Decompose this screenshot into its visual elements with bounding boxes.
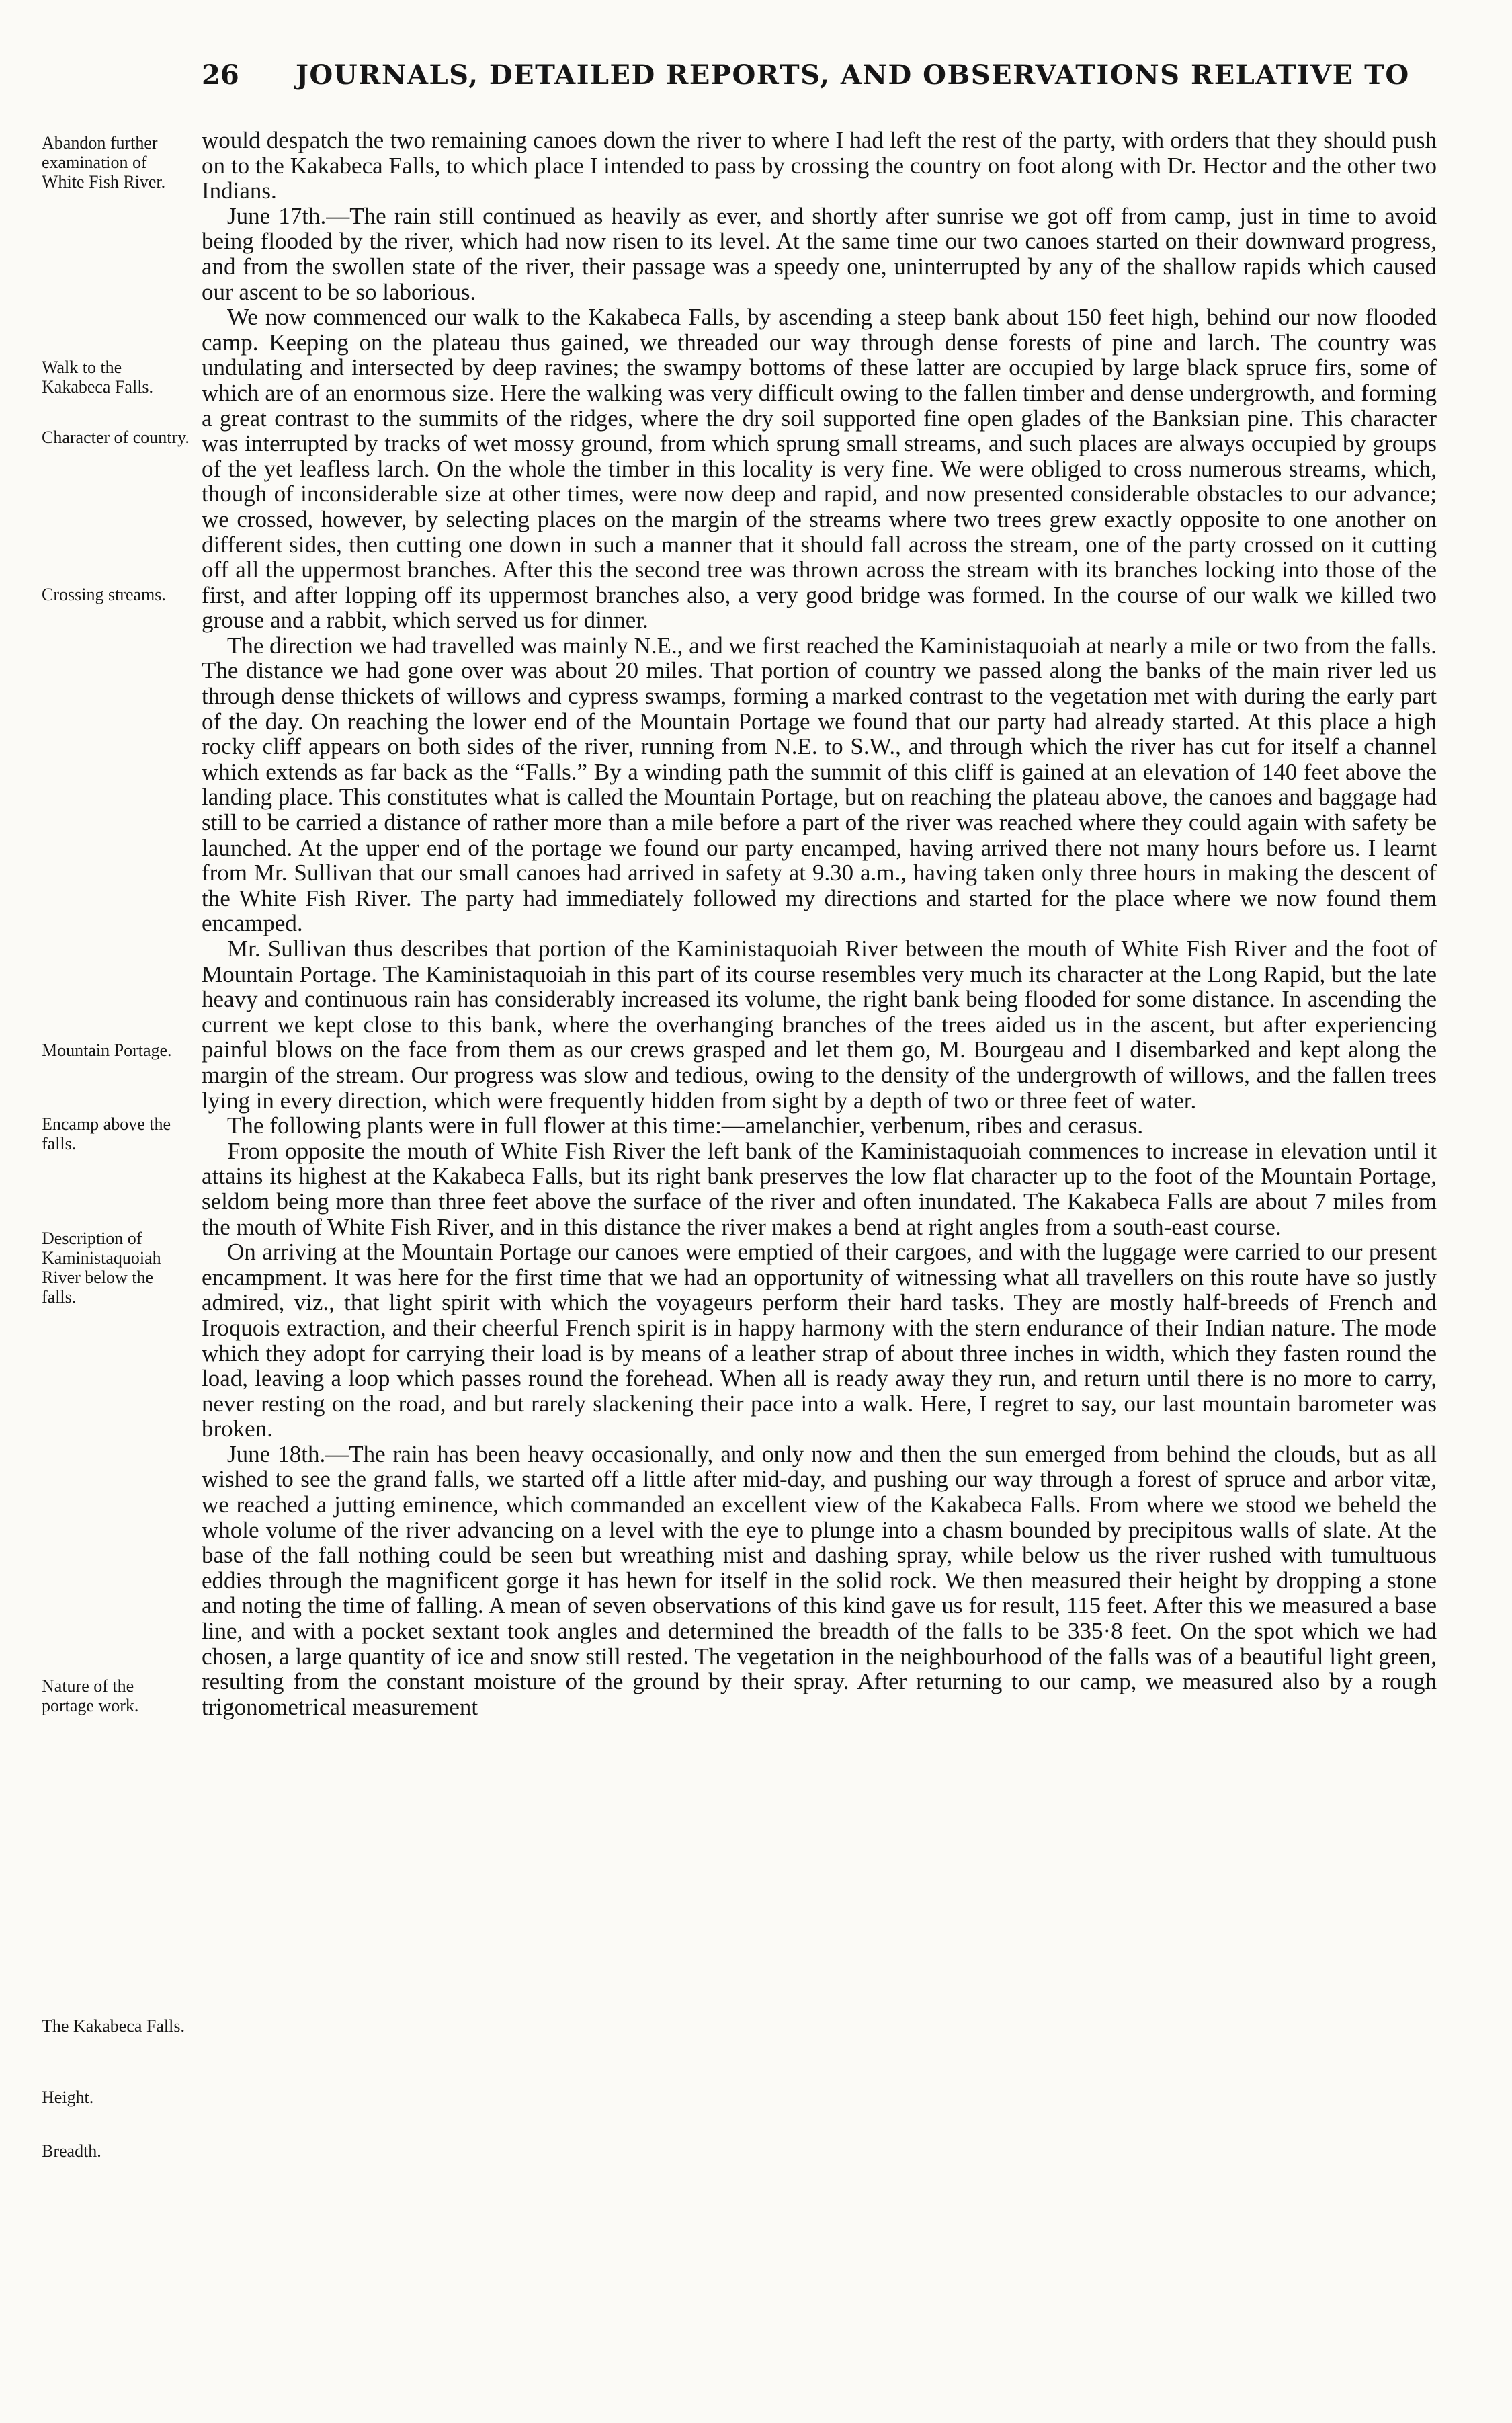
page-header (0, 59, 1512, 106)
margin-note-height: Height. (42, 2088, 94, 2107)
margin-notes (0, 0, 195, 2423)
margin-note-crossing: Crossing streams. (42, 585, 166, 604)
margin-note-character: Character of country. (42, 427, 190, 447)
running-title: JOURNALS, DETAILED REPORTS, AND OBSERVATIONS RELATIVE TO (296, 59, 1410, 91)
paragraph: June 18th.—The rain has been heavy occasionally, and only now and then the sun emerged from behind the clouds, but as all wished to see the grand falls, we started off a little after mid-day, and pushing our way through a forest of spruce and arbor vitæ, we reached a jutting eminence, which commanded an excellent view of the Kakabeca Falls. From where we stood we beheld the whole volume of the river advancing on a level with the eye to plunge into a chasm bounded by precipitous walls of slate. At the base of the fall nothing could be seen but wreathing mist and dashing spray, while below us the river rushed with tumultuous eddies through the magnificent gorge it has hewn for itself in the solid rock. We then measured their height by dropping a stone and noting the time of falling. A mean of seven observations of this kind gave us for result, 115 feet. After this we measured a base line, and with a pocket sextant took angles and determined the breadth of the falls to be 335·8 feet. On the spot which we had chosen, a large quantity of ice and snow still rested. The vegetation in the neighbourhood of the falls was of a beautiful light green, resulting from the constant moisture of the ground by their spray. After returning to our camp, we measured also by a rough trigonometrical measurement (202, 1440, 1437, 1720)
margin-note-breadth: Breadth. (42, 2141, 101, 2161)
paragraph: From opposite the mouth of White Fish River the left bank of the Kaministaquoiah commences to increase in elevation until it attains its highest at the Kakabeca Falls, but its right bank preserves the low flat character up to the foot of the Mountain Portage, seldom being more than three feet above the surface of the river and often inundated. The Kakabeca Falls are about 7 miles from the mouth of White Fish River, and in this distance the river makes a bend at right angles from a south-east course. (202, 1137, 1437, 1240)
paragraph: The direction we had travelled was mainly N.E., and we first reached the Kaministaquoiah at nearly a mile or two from the falls. The distance we had gone over was about 20 miles. That portion of country we passed along the banks of the main river led us through dense thickets of willows and cypress swamps, forming a marked contrast to the vegetation met with during the early part of the day. On reaching the lower end of the Mountain Portage we found that our party had already started. At this place a high rocky cliff appears on both sides of the river, running from N.E. to S.W., and through which the river has cut for itself a channel which extends as far back as the “Falls.” By a winding path the summit of this cliff is gained at an elevation of 140 feet above the landing place. This constitutes what is called the Mountain Portage, but on reaching the plateau above, the canoes and baggage had still to be carried a distance of rather more than a mile before a part of the river was reached where they could again with safety be launched. At the upper end of the portage we found our party encamped, having arrived there not many hours before us. I learnt from Mr. Sullivan that our small canoes had arrived in safety at 9.30 a.m., having taken only three hours in making the descent of the White Fish River. The party had immediately followed my directions and started for the place where we now found them encamped. (202, 632, 1437, 937)
paragraph: We now commenced our walk to the Kakabeca Falls, by ascending a steep bank about 150 feet high, behind our now flooded camp. Keeping on the plateau thus gained, we threaded our way through dense forests of pine and larch. The country was undulating and intersected by deep ravines; the swampy bottoms of these latter are occupied by large black spruce firs, some of which are of an enormous size. Here the walking was very difficult owing to the fallen timber and dense undergrowth, and forming a great contrast to the summits of the ridges, where the dry soil supported fine open glades of the Banksian pine. This character was interrupted by tracks of wet mossy ground, from which sprung small streams, and such places are always occupied by groups of the yet leafless larch. On the whole the timber in this locality is very fine. We were obliged to cross numerous streams, which, though of inconsiderable size at other times, were now deep and rapid, and now presented considerable obstacles to our advance; we crossed, however, by selecting places on the margin of the streams where two trees grew exactly opposite to one another on different sides, then cutting one down in such a manner that it should fall across the stream, one of the party crossed on it cutting off all the uppermost branches. After this the second tree was thrown across the stream with its branches locking into those of the first, and after lopping off its uppermost branches also, a very good bridge was formed. In the course of our walk we killed two grouse and a rabbit, which served us for dinner. (202, 304, 1437, 634)
margin-note-encamp: Encamp above the falls. (42, 1114, 171, 1153)
paragraph: would despatch the two remaining canoes down the river to where I had left the rest of the party, with orders that they should push on to the Kakabeca Falls, to which place I intended to pass by crossing the country on foot along with Dr. Hector and the other two Indians. (202, 128, 1437, 204)
paragraph: The following plants were in full flower at this time:—amelanchier, verbenum, ribes and cerasus. (227, 1112, 1144, 1139)
paragraph: Mr. Sullivan thus describes that portion of the Kaministaquoiah River between the mouth of White Fish River and the foot of Mountain Portage. The Kaministaquoiah in this part of its course resembles very much its character at the Long Rapid, but the late heavy and continuous rain has considerably increased its volume, the right bank being flooded for some distance. In ascending the current we kept close to this bank, where the overhanging branches of the trees aided us in the ascent, but after experiencing painful blows on the face from them as our crews grasped and let them go, M. Bourgeau and I disembarked and kept along the margin of the stream. Our progress was slow and tedious, owing to the density of the undergrowth of willows, and the fallen trees lying in every direction, which were frequently hidden from sight by a depth of two or three feet of water. (202, 936, 1437, 1114)
page-number: 26 (202, 59, 239, 91)
body-text (202, 128, 1437, 2379)
margin-note-kakabeca-falls: The Kakabeca Falls. (42, 2016, 185, 2036)
margin-note-description: Description of Kaministaquoiah River below the falls. (42, 1229, 161, 1307)
margin-note-portage-work: Nature of the portage work. (42, 1676, 139, 1715)
paragraph: June 17th.—The rain still continued as heavily as ever, and shortly after sunrise we got off from camp, just in time to avoid being flooded by the river, which had now risen to its level. At the same time our two canoes started on their downward progress, and from the swollen state of the river, their passage was a speedy one, uninterrupted by any of the shallow rapids which caused our ascent to be so laborious. (202, 202, 1437, 305)
margin-note-abandon: Abandon further examination of White Fish River. (42, 133, 166, 192)
margin-note-mountain-portage: Mountain Portage. (42, 1040, 172, 1060)
paragraph: On arriving at the Mountain Portage our canoes were emptied of their cargoes, and with the luggage were carried to our present encampment. It was here for the first time that we had an opportunity of witnessing what all travellers on this route have so justly admired, viz., that light spirit with which the voyageurs perform their hard tasks. They are mostly half-breeds of French and Iroquois extraction, and their cheerful French spirit is in happy harmony with the stern endurance of their Indian nature. The mode which they adopt for carrying their load is by means of a leather strap of about three inches in width, which they fasten round the load, leaving a loop which passes round the forehead. When all is ready away they run, and return until there is no more to carry, never resting on the road, and but rarely slackening their pace into a walk. Here, I regret to say, our last mountain barometer was broken. (202, 1239, 1437, 1442)
margin-note-walk: Walk to the Kakabeca Falls. (42, 358, 154, 397)
